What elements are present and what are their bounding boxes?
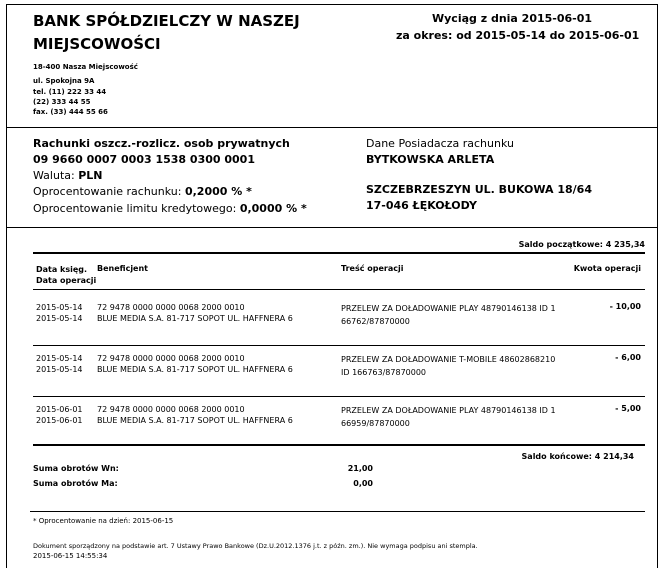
bank-name-line1: BANK SPÓŁDZIELCZY W NASZEJ — [33, 12, 300, 30]
row-amount: - 10,00 — [609, 302, 641, 311]
interest-label: Oprocentowanie rachunku: — [33, 185, 182, 198]
row-beneficiary — [97, 302, 293, 324]
bank-tel: tel. (11) 222 33 44 — [33, 88, 107, 96]
row-beneficiary-name: BLUE MEDIA S.A. 81-717 SOPOT UL. HAFFNERA 6 — [97, 314, 293, 323]
credit-row — [33, 202, 307, 215]
row-description-line1: PRZELEW ZA DOŁADOWANIE PLAY 48790146138 ID 1 — [341, 304, 556, 313]
legal-note: Dokument sporządzony na podstawie art. 7 Ustawy Prawo Bankowe (Dz.U.2012.1376 j.t. z późn. zm.). Nie wymaga podpisu ani stempla. — [33, 542, 478, 550]
row-description — [341, 302, 556, 328]
opening-balance: Saldo początkowe: 4 235,34 — [518, 240, 645, 249]
row-beneficiary — [97, 353, 293, 375]
table-bottom-rule — [33, 444, 645, 446]
row-description-line1: PRZELEW ZA DOŁADOWANIE PLAY 48790146138 ID 1 — [341, 406, 556, 415]
row-dates — [36, 302, 83, 324]
total-wn-label: Suma obrotów Wn: — [33, 464, 119, 473]
footer-rule — [30, 511, 645, 512]
interest-footnote: * Oprocentowanie na dzień: 2015-06-15 — [33, 517, 174, 525]
row-date-booking: 2015-05-14 — [36, 303, 83, 312]
generation-timestamp: 2015-06-15 14:55:34 — [33, 552, 108, 560]
row-beneficiary-account: 72 9478 0000 0000 0068 2000 0010 — [97, 354, 245, 363]
statement-title: Wyciąg z dnia 2015-06-01 — [432, 12, 593, 25]
row-amount: - 6,00 — [615, 353, 641, 362]
credit-label: Oprocentowanie limitu kredytowego: — [33, 202, 237, 215]
interest-value: 0,2000 % * — [184, 185, 252, 198]
row-date-operation: 2015-05-14 — [36, 365, 83, 374]
interest-row — [33, 185, 252, 198]
row-description-line2: 66959/87870000 — [341, 419, 410, 428]
bank-fax: fax. (33) 444 55 66 — [33, 108, 108, 116]
row-description-line1: PRZELEW ZA DOŁADOWANIE T-MOBILE 48602868210 — [341, 355, 556, 364]
row-description-line2: ID 166763/87870000 — [341, 368, 427, 377]
row-rule — [33, 345, 645, 346]
statement-period: za okres: od 2015-05-14 do 2015-06-01 — [396, 29, 640, 42]
row-dates — [36, 404, 83, 426]
table-top-rule — [33, 252, 645, 254]
currency-row — [33, 169, 102, 182]
holder-section-label: Dane Posiadacza rachunku — [366, 137, 514, 150]
bank-street: ul. Spokojna 9A — [33, 77, 95, 85]
closing-balance: Saldo końcowe: 4 214,34 — [521, 452, 634, 461]
total-ma-label: Suma obrotów Ma: — [33, 479, 118, 488]
row-amount: - 5,00 — [615, 404, 641, 413]
credit-value: 0,0000 % * — [239, 202, 307, 215]
row-description — [341, 404, 556, 430]
holder-address1: SZCZEBRZESZYN UL. BUKOWA 18/64 — [366, 183, 592, 196]
row-beneficiary-account: 72 9478 0000 0000 0068 2000 0010 — [97, 405, 245, 414]
divider — [7, 227, 658, 228]
row-beneficiary-account: 72 9478 0000 0000 0068 2000 0010 — [97, 303, 245, 312]
bank-name-line2: MIEJSCOWOŚCI — [33, 35, 161, 53]
bank-tel2: (22) 333 44 55 — [33, 98, 91, 106]
header-date — [36, 264, 96, 286]
row-description-line2: 66762/87870000 — [341, 317, 410, 326]
row-date-booking: 2015-06-01 — [36, 405, 83, 414]
row-beneficiary-name: BLUE MEDIA S.A. 81-717 SOPOT UL. HAFFNERA 6 — [97, 365, 293, 374]
account-type: Rachunki oszcz.-rozlicz. osob prywatnych — [33, 137, 290, 150]
header-date-line2: Data operacji — [36, 276, 97, 285]
divider — [7, 127, 658, 128]
header-date-line1: Data księg. — [36, 265, 88, 274]
currency-label: Waluta: — [33, 169, 75, 182]
bank-address: 18-400 Nasza Miejscowość — [33, 63, 138, 71]
holder-address2: 17-046 ŁĘKOŁODY — [366, 199, 477, 212]
total-ma-value: 0,00 — [353, 479, 373, 488]
total-wn-value: 21,00 — [347, 464, 373, 473]
account-number: 09 9660 0007 0003 1538 0300 0001 — [33, 153, 255, 166]
header-description: Treść operacji — [341, 264, 404, 273]
table-header-rule — [33, 289, 645, 290]
row-beneficiary — [97, 404, 293, 426]
header-amount: Kwota operacji — [573, 264, 641, 273]
row-beneficiary-name: BLUE MEDIA S.A. 81-717 SOPOT UL. HAFFNERA 6 — [97, 416, 293, 425]
holder-name: BYTKOWSKA ARLETA — [366, 153, 495, 166]
header-beneficiary: Beneficjent — [97, 264, 149, 273]
row-dates — [36, 353, 83, 375]
row-description — [341, 353, 555, 379]
row-date-operation: 2015-05-14 — [36, 314, 83, 323]
row-rule — [33, 396, 645, 397]
row-date-booking: 2015-05-14 — [36, 354, 83, 363]
row-date-operation: 2015-06-01 — [36, 416, 83, 425]
currency-value: PLN — [78, 169, 103, 182]
